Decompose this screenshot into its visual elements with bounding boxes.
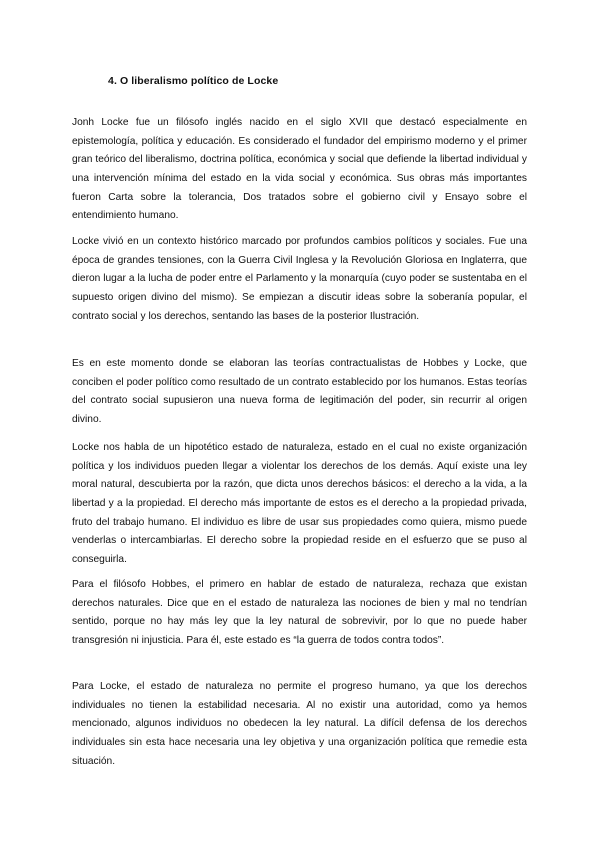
paragraph-contractualism: Es en este momento donde se elaboran las teorías contractualistas de Hobbes y Locke, que conciben el poder político como resultado de un contrato establecido por los humanos. Estas teorías del contrato social supusieron una nueva forma de legitimación del poder, sin recurrir al origen divino. [72, 358, 527, 425]
section-heading: 4. O liberalismo político de Locke [108, 75, 279, 87]
paragraph-hobbes: Para el filósofo Hobbes, el primero en hablar de estado de naturaleza, rechaza que existan derechos naturales. Dice que en el estado de naturaleza las nociones de bien y mal no tendrían sentido, porque no hay más ley que la ley natural de sobrevivir, por lo que no puede haber transgresión ni injusticia. Para él, este estado es “la guerra de todos contra todos”. [72, 579, 527, 646]
paragraph-locke-conclusion: Para Locke, el estado de naturaleza no permite el progreso humano, ya que los derechos individuales no tienen la estabilidad necesaria. Al no existir una autoridad, como ya hemos mencionado, algunos individuos no obedecen la ley natural. La difícil defensa de los derechos individuales sin esta hace necesaria una ley objetiva y una organización política que remedie esta situación. [72, 681, 527, 767]
paragraph-state-of-nature: Locke nos habla de un hipotético estado de naturaleza, estado en el cual no existe organización política y los individuos pueden llegar a violentar los derechos de los demás. Aquí existe una ley moral natural, descubierta por la razón, que dicta unos derechos básicos: el derecho a la vida, a la libertad y a la propiedad. El derecho más importante de estos es el derecho a la propiedad privada, fruto del trabajo humano. El individuo es libre de usar sus propiedades como quiera, mismo puede venderlas o intercambiarlas. El derecho sobre la propiedad reside en el esfuerzo que se puso al conseguirla. [72, 442, 527, 565]
paragraph-intro: Jonh Locke fue un filósofo inglés nacido en el siglo XVII que destacó especialmente en epistemología, política y educación. Es considerado el fundador del empirismo moderno y el primer gran teórico del liberalismo, doctrina política, económica y social que defiende la libertad individual y una intervención mínima del estado en la vida social y económica. Sus obras más importantes fueron Carta sobre la tolerancia, Dos tratados sobre el gobierno civil y Ensayo sobre el entendimiento humano. [72, 117, 527, 222]
paragraph-context: Locke vivió en un contexto histórico marcado por profundos cambios políticos y sociales. Fue una época de grandes tensiones, con la Guerra Civil Inglesa y la Revolución Gloriosa en Inglaterra, que dieron lugar a la lucha de poder entre el Parlamento y la monarquía (cuyo poder se sustentaba en el supuesto origen divino del mismo). Se empiezan a discutir ideas sobre la soberanía popular, el contrato social y los derechos, sentando las bases de la posterior Ilustración. [72, 236, 527, 322]
